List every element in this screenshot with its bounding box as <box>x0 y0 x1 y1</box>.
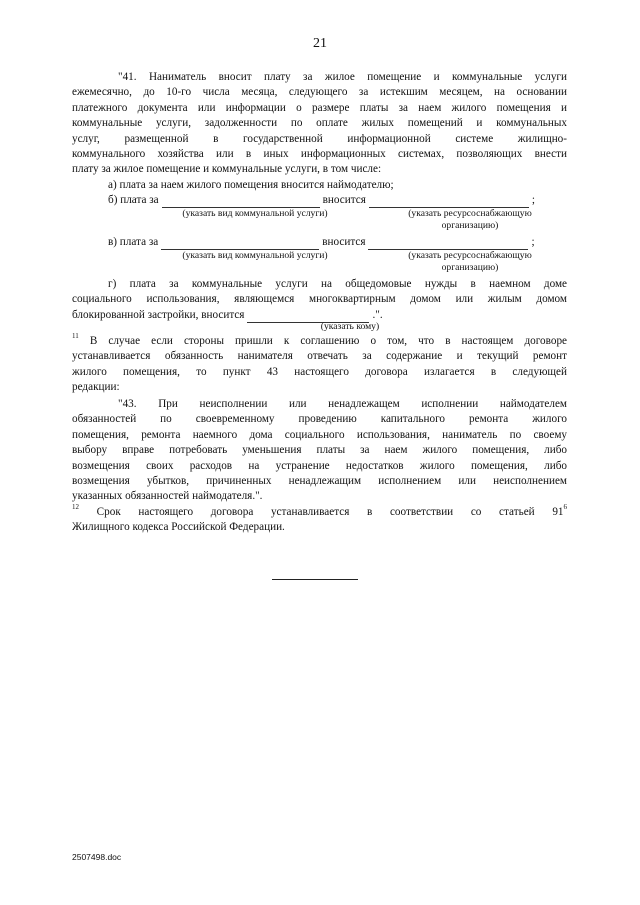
text-line: возмещения своих расходов на устранение недостатков жилого помещения, либо <box>72 459 567 472</box>
caption-org: (указать ресурсоснабжающую <box>408 250 532 261</box>
text-line: выбору вправе потребовать уменьшения платы за наем жилого помещения, либо <box>72 444 567 457</box>
text-line: указанных обязанностей наймодателя.". <box>72 490 263 503</box>
footnote-11 <box>72 334 567 396</box>
paragraph-41 <box>72 70 567 193</box>
item-a: а) плата за наем жилого помещения вносится наймодателю; <box>108 178 394 191</box>
item-b-mid: вносится <box>322 194 366 206</box>
page-number: 21 <box>313 36 327 51</box>
item-b-end: ; <box>531 194 535 206</box>
item-g-end: .". <box>372 308 383 321</box>
text-line: редакции: <box>72 381 120 394</box>
caption-org-cont: организацию) <box>441 220 499 231</box>
text-line: "43. При неисполнении или ненадлежащем исполнении наймодателем <box>118 398 567 410</box>
footnote-12 <box>72 505 567 536</box>
text-line: В случае если стороны пришли к соглашению о том, что в настоящем договоре <box>89 335 567 347</box>
text-line: услуг, размещенной в государственной информационной системе жилищно- <box>72 132 567 145</box>
item-v <box>72 235 567 250</box>
text-line: жилого помещения, то пункт 43 настоящего договора излагается в следующей <box>72 365 567 378</box>
service-blank-b <box>162 196 320 208</box>
text-line: плату за жилое помещение и коммунальные услуги, в том числе: <box>72 163 382 176</box>
text-line: коммунального хозяйства или в иных информационных системах, позволяющих внести <box>72 148 567 161</box>
text-line: Жилищного кодекса Российской Федерации. <box>72 521 285 534</box>
item-v-prefix: в) плата за <box>108 236 159 248</box>
text-line: коммунальные услуги, задолженности по оплате жилых помещений и коммунальных <box>72 117 567 130</box>
text-line: "41. Наниматель вносит плату за жилое помещение и коммунальные услуги <box>118 71 567 83</box>
text-line: платежного документа или информации о размере платы за наем жилого помещения и <box>72 101 567 114</box>
separator-line <box>272 579 358 580</box>
service-blank-v <box>161 238 319 250</box>
paragraph-43 <box>72 397 567 505</box>
item-v-end: ; <box>531 236 535 248</box>
caption-whom: (указать кому) <box>320 321 380 332</box>
footnote-mark: 11 <box>72 332 79 341</box>
text-line: помещения, ремонта наемного дома социального использования, наниматель по своему <box>72 428 567 441</box>
item-g-prefix: блокированной застройки, вносится <box>72 308 245 321</box>
caption-service: (указать вид коммунальной услуги) <box>182 208 328 219</box>
caption-org: (указать ресурсоснабжающую <box>408 208 532 219</box>
item-v-mid: вносится <box>322 236 366 248</box>
org-blank-b <box>369 196 529 208</box>
text-line: ежемесячно, до 10-го числа месяца, следующего за истекшим месяцем, на основании <box>72 86 567 99</box>
item-g <box>72 277 567 323</box>
article-superscript: 6 <box>563 503 568 512</box>
org-blank-v <box>368 238 528 250</box>
text-line: устанавливается обязанность нанимателя отвечать за содержание и текущий ремонт <box>72 350 567 363</box>
caption-org-cont: организацию) <box>441 262 499 273</box>
text-line: возмещения убытков, причиненных ненадлежащим исполнением или неисполнением <box>72 475 567 488</box>
footnote-mark: 12 <box>72 503 79 512</box>
text-line: г) плата за коммунальные услуги на общедомовые нужды в наемном доме <box>108 278 567 290</box>
text-line: обязанностей по своевременному проведению капитального ремонта жилого <box>72 413 567 426</box>
item-b <box>72 193 567 208</box>
item-b-prefix: б) плата за <box>108 194 159 206</box>
caption-service: (указать вид коммунальной услуги) <box>182 250 328 261</box>
text-line: Срок настоящего договора устанавливается в соответствии со статьей 91 <box>96 506 564 518</box>
file-name: 2507498.doc <box>72 852 122 862</box>
text-line: социального использования, являющемся многоквартирным домом или жилым домом <box>72 293 567 306</box>
